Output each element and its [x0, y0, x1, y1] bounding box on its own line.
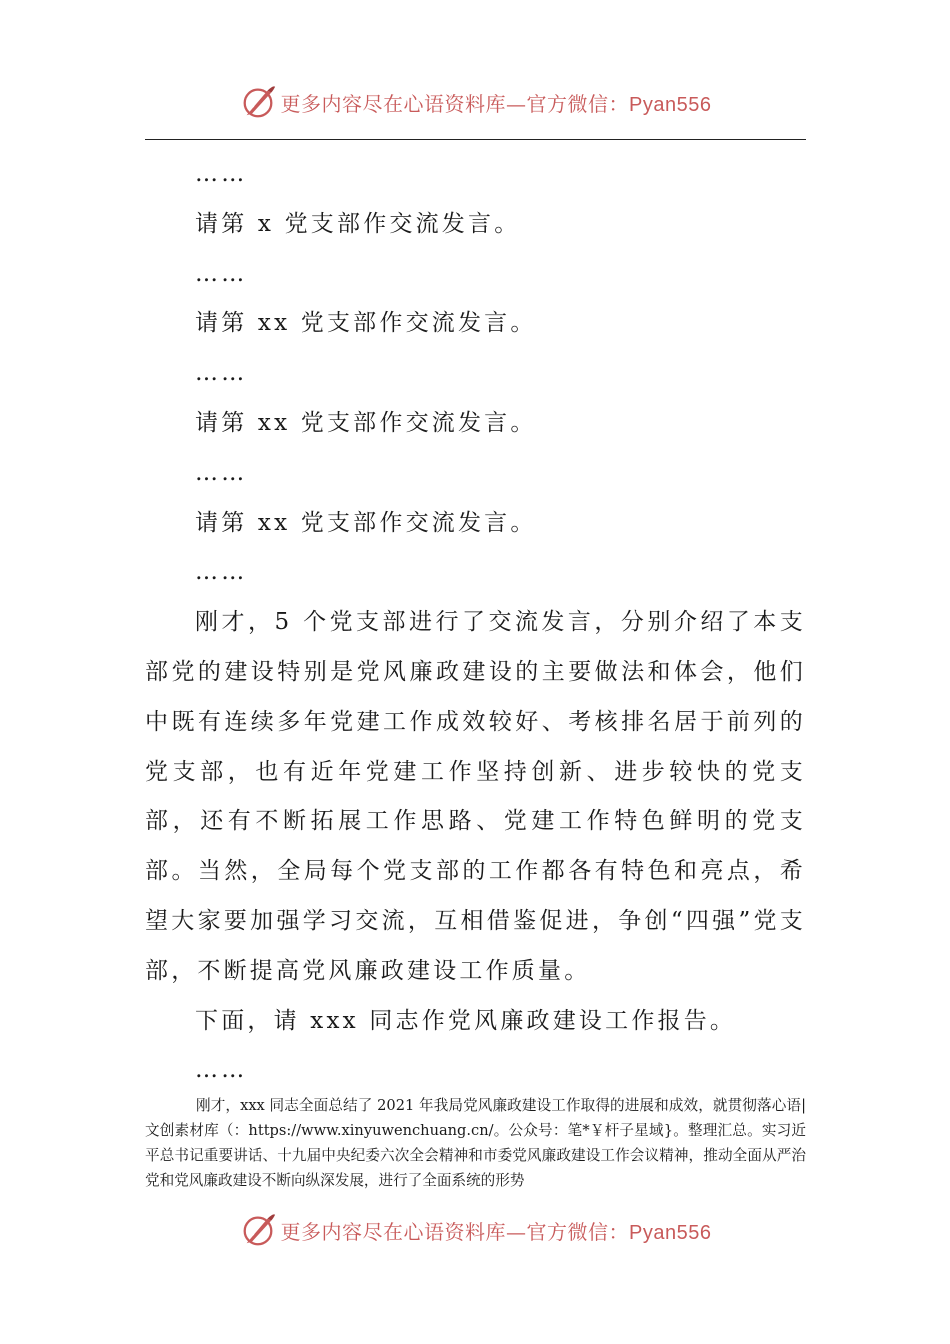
quill-logo-icon	[239, 1211, 277, 1249]
ellipsis-line: ……	[195, 260, 248, 287]
speech-line: 请第 xx 党支部作交流发言。	[195, 310, 537, 337]
ellipsis-line: ……	[195, 559, 248, 586]
speech-line: 请第 xx 党支部作交流发言。	[195, 509, 537, 536]
ellipsis-line: ……	[195, 459, 248, 486]
header-banner	[0, 80, 950, 124]
ellipsis-line: ……	[195, 360, 248, 387]
summary-paragraph: 刚才，5 个党支部进行了交流发言，分别介绍了本支部党的建设特别是党风廉政建设的主要做法和体会，他们中既有连续多年党建工作成效较好、考核排名居于前列的党支部，也有近年党建工作坚持创新、进步较快的党支部，还有不断拓展工作思路、党建工作特色鲜明的党支部。当然，全局每个党支部的工作都各有特色和亮点，希望大家要加强学习交流，互相借鉴促进，争创“四强”党支部，不断提高党风廉政建设工作质量。	[145, 609, 806, 984]
footer-banner	[0, 1208, 950, 1252]
report-intro-paragraph: 下面，请 xxx 同志作党风廉政建设工作报告。	[195, 1007, 737, 1034]
ellipsis-line: ……	[195, 161, 248, 187]
document-body	[145, 150, 806, 1096]
small-text-paragraph: 刚才，xxx 同志全面总结了 2021 年我局党风廉政建设工作取得的进展和成效，就贯彻落心语|文创素材库（：https://www.xinyuwenchuang.cn/。公众号：笔*￥杆子星域}。整理汇总。实习近平总书记重要讲话、十九届中央纪委六次全会精神和市委党风廉政建设工作会议精神，推动全面从严治党和党风廉政建设不断向纵深发展，进行了全面系统的形势	[145, 1097, 806, 1189]
ellipsis-line: ……	[195, 1057, 248, 1084]
speech-line: 请第 x 党支部作交流发言。	[195, 210, 521, 237]
footer-wechat-id: Pyan556	[629, 1221, 712, 1244]
footer-banner-text: 更多内容尽在心语资料库—官方微信：Pyan556	[280, 1219, 712, 1244]
quill-logo-icon	[239, 83, 277, 121]
header-banner-text: 更多内容尽在心语资料库—官方微信：Pyan556	[280, 91, 712, 116]
speech-line: 请第 xx 党支部作交流发言。	[195, 409, 537, 436]
header-wechat-id: Pyan556	[629, 93, 712, 116]
header-divider	[145, 139, 806, 140]
